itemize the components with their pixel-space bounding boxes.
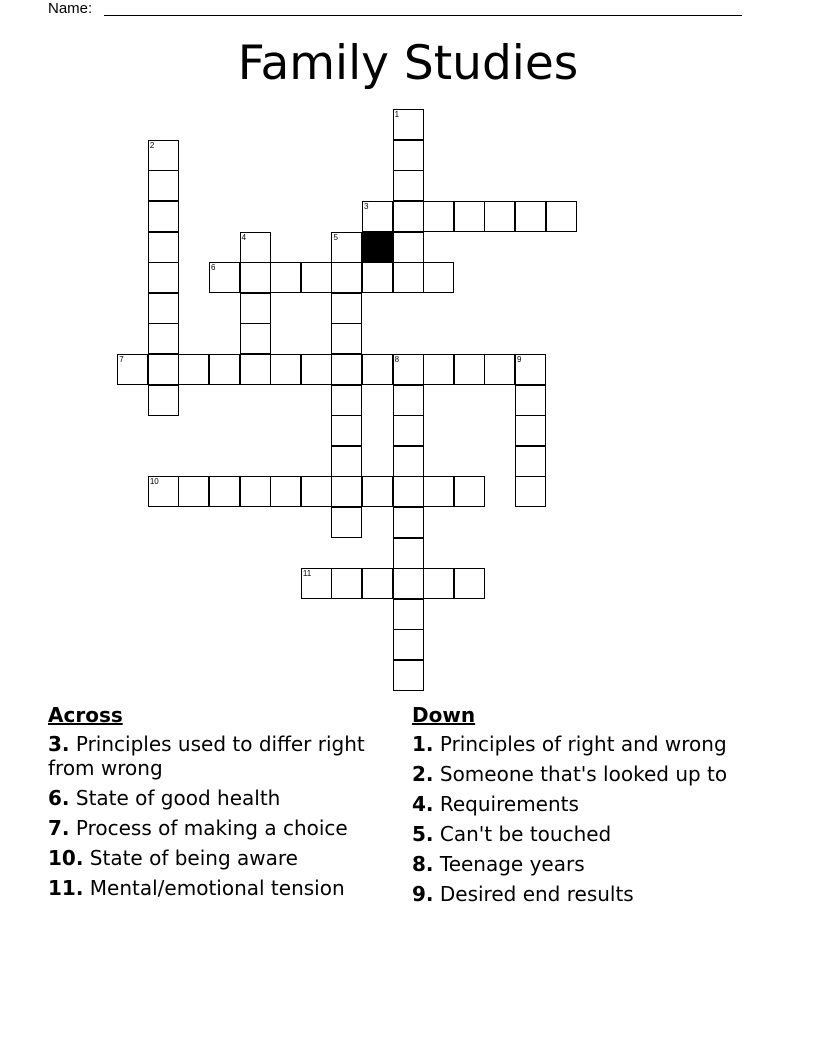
clue-number: 4. — [412, 792, 434, 816]
across-clue — [48, 816, 388, 840]
crossword-cell[interactable] — [393, 385, 424, 416]
clue-number: 8 — [394, 355, 400, 365]
crossword-cell[interactable] — [393, 170, 424, 201]
crossword-cell[interactable] — [331, 262, 362, 293]
crossword-cell[interactable] — [178, 354, 209, 385]
down-clues — [412, 702, 742, 912]
crossword-cell[interactable] — [423, 354, 454, 385]
crossword-cell[interactable] — [454, 201, 485, 232]
crossword-cell[interactable] — [331, 232, 362, 263]
clue-text: Principles of right and wrong — [433, 732, 727, 756]
down-heading: Down — [412, 703, 476, 727]
crossword-cell[interactable] — [270, 476, 301, 507]
clue-number: 9 — [517, 355, 522, 365]
crossword-cell[interactable] — [393, 232, 424, 263]
clue-number: 5 — [333, 232, 338, 242]
crossword-cell[interactable] — [148, 232, 179, 263]
crossword-cell[interactable] — [454, 354, 485, 385]
clue-number: 3. — [48, 732, 70, 756]
crossword-cell[interactable] — [117, 354, 148, 385]
crossword-cell[interactable] — [209, 476, 240, 507]
crossword-cell[interactable] — [423, 201, 454, 232]
clue-number: 6 — [211, 263, 216, 273]
crossword-cell[interactable] — [515, 385, 546, 416]
crossword-cell[interactable] — [423, 476, 454, 507]
crossword-cell[interactable] — [393, 109, 424, 140]
name-label: Name: — [48, 0, 93, 17]
clue-number: 8. — [412, 852, 434, 876]
clue-text: Teenage years — [433, 852, 585, 876]
crossword-block — [362, 232, 393, 263]
crossword-cell[interactable] — [393, 262, 424, 293]
crossword-cell[interactable] — [454, 568, 485, 599]
across-heading: Across — [48, 703, 123, 727]
crossword-cell[interactable] — [362, 262, 393, 293]
crossword-cell[interactable] — [331, 415, 362, 446]
name-line — [48, 0, 748, 20]
page-title: Family Studies — [237, 36, 579, 91]
clue-text: Process of making a choice — [69, 816, 348, 840]
crossword-cell[interactable] — [148, 476, 179, 507]
crossword-cell[interactable] — [393, 538, 424, 569]
crossword-cell[interactable] — [301, 262, 332, 293]
down-clue — [412, 792, 742, 816]
down-clue — [412, 822, 742, 846]
crossword-cell[interactable] — [393, 599, 424, 630]
across-clue-list — [48, 732, 388, 900]
crossword-cell[interactable] — [148, 170, 179, 201]
crossword-cell[interactable] — [393, 201, 424, 232]
crossword-cell[interactable] — [393, 568, 424, 599]
crossword-cell[interactable] — [393, 629, 424, 660]
crossword-cell[interactable] — [301, 568, 332, 599]
clue-text: State of being aware — [83, 846, 298, 870]
crossword-cell[interactable] — [423, 568, 454, 599]
crossword-cell[interactable] — [148, 262, 179, 293]
crossword-cell[interactable] — [393, 446, 424, 477]
crossword-cell[interactable] — [240, 476, 271, 507]
clue-number: 1. — [412, 732, 434, 756]
crossword-cell[interactable] — [209, 354, 240, 385]
clue-number: 10. — [48, 846, 84, 870]
crossword-cell[interactable] — [362, 201, 393, 232]
crossword-cell[interactable] — [331, 507, 362, 538]
crossword-cell[interactable] — [515, 354, 546, 385]
crossword-cell[interactable] — [148, 140, 179, 171]
across-clue — [48, 846, 388, 870]
crossword-cell[interactable] — [331, 323, 362, 354]
crossword-cell[interactable] — [393, 354, 424, 385]
clue-number: 10 — [149, 477, 159, 487]
down-clue — [412, 882, 742, 906]
crossword-cell[interactable] — [240, 232, 271, 263]
crossword-cell[interactable] — [148, 201, 179, 232]
crossword-cell[interactable] — [331, 385, 362, 416]
clue-number: 1 — [394, 110, 400, 120]
down-clue — [412, 732, 742, 756]
crossword-cell[interactable] — [148, 354, 179, 385]
down-clue-list — [412, 732, 742, 906]
clue-number: 7. — [48, 816, 70, 840]
crossword-cell[interactable] — [515, 415, 546, 446]
crossword-cell[interactable] — [393, 476, 424, 507]
across-clue — [48, 786, 388, 810]
clue-text: Can't be touched — [433, 822, 612, 846]
crossword-cell[interactable] — [362, 568, 393, 599]
crossword-cell[interactable] — [301, 476, 332, 507]
crossword-cell[interactable] — [393, 660, 424, 691]
clue-number: 3 — [364, 202, 369, 212]
crossword-cell[interactable] — [515, 446, 546, 477]
crossword-cell[interactable] — [240, 354, 271, 385]
crossword-cell[interactable] — [393, 507, 424, 538]
clue-text: Mental/emotional tension — [83, 876, 345, 900]
crossword-cell[interactable] — [331, 293, 362, 324]
across-clue — [48, 732, 388, 780]
crossword-cell[interactable] — [240, 293, 271, 324]
crossword-cell[interactable] — [240, 262, 271, 293]
crossword-cell[interactable] — [546, 201, 577, 232]
crossword-cell[interactable] — [148, 323, 179, 354]
crossword-cell[interactable] — [362, 476, 393, 507]
crossword-cell[interactable] — [484, 201, 515, 232]
down-clue — [412, 762, 742, 786]
clue-number: 6. — [48, 786, 70, 810]
crossword-cell[interactable] — [362, 354, 393, 385]
across-clue — [48, 876, 388, 900]
clue-text: Someone that's looked up to — [433, 762, 728, 786]
crossword-cell[interactable] — [454, 476, 485, 507]
name-underline[interactable] — [104, 15, 742, 16]
crossword-cell[interactable] — [331, 354, 362, 385]
crossword-cell[interactable] — [148, 293, 179, 324]
crossword-cell[interactable] — [393, 415, 424, 446]
crossword-cell[interactable] — [331, 476, 362, 507]
clue-text: Desired end results — [433, 882, 634, 906]
crossword-cell[interactable] — [240, 323, 271, 354]
across-clues — [48, 702, 388, 906]
clue-number: 5. — [412, 822, 434, 846]
crossword-cell[interactable] — [301, 354, 332, 385]
crossword-cell[interactable] — [178, 476, 209, 507]
crossword-cell[interactable] — [331, 568, 362, 599]
crossword-cell[interactable] — [270, 354, 301, 385]
down-clue — [412, 852, 742, 876]
crossword-cell[interactable] — [515, 476, 546, 507]
crossword-cell[interactable] — [393, 140, 424, 171]
crossword-cell[interactable] — [484, 354, 515, 385]
crossword-cell[interactable] — [148, 385, 179, 416]
crossword-cell[interactable] — [515, 201, 546, 232]
clue-text: Principles used to differ right from wrong — [48, 732, 365, 780]
crossword-cell[interactable] — [209, 262, 240, 293]
clue-number: 11 — [302, 569, 312, 579]
crossword-cell[interactable] — [423, 262, 454, 293]
clue-text: State of good health — [69, 786, 281, 810]
clue-number: 2 — [149, 140, 155, 150]
clue-number: 7 — [119, 355, 124, 365]
clue-number: 9. — [412, 882, 434, 906]
clue-number: 2. — [412, 762, 434, 786]
crossword-cell[interactable] — [270, 262, 301, 293]
clue-text: Requirements — [433, 792, 579, 816]
clue-number: 11. — [48, 876, 84, 900]
clue-number: 4 — [241, 232, 247, 242]
crossword-cell[interactable] — [331, 446, 362, 477]
